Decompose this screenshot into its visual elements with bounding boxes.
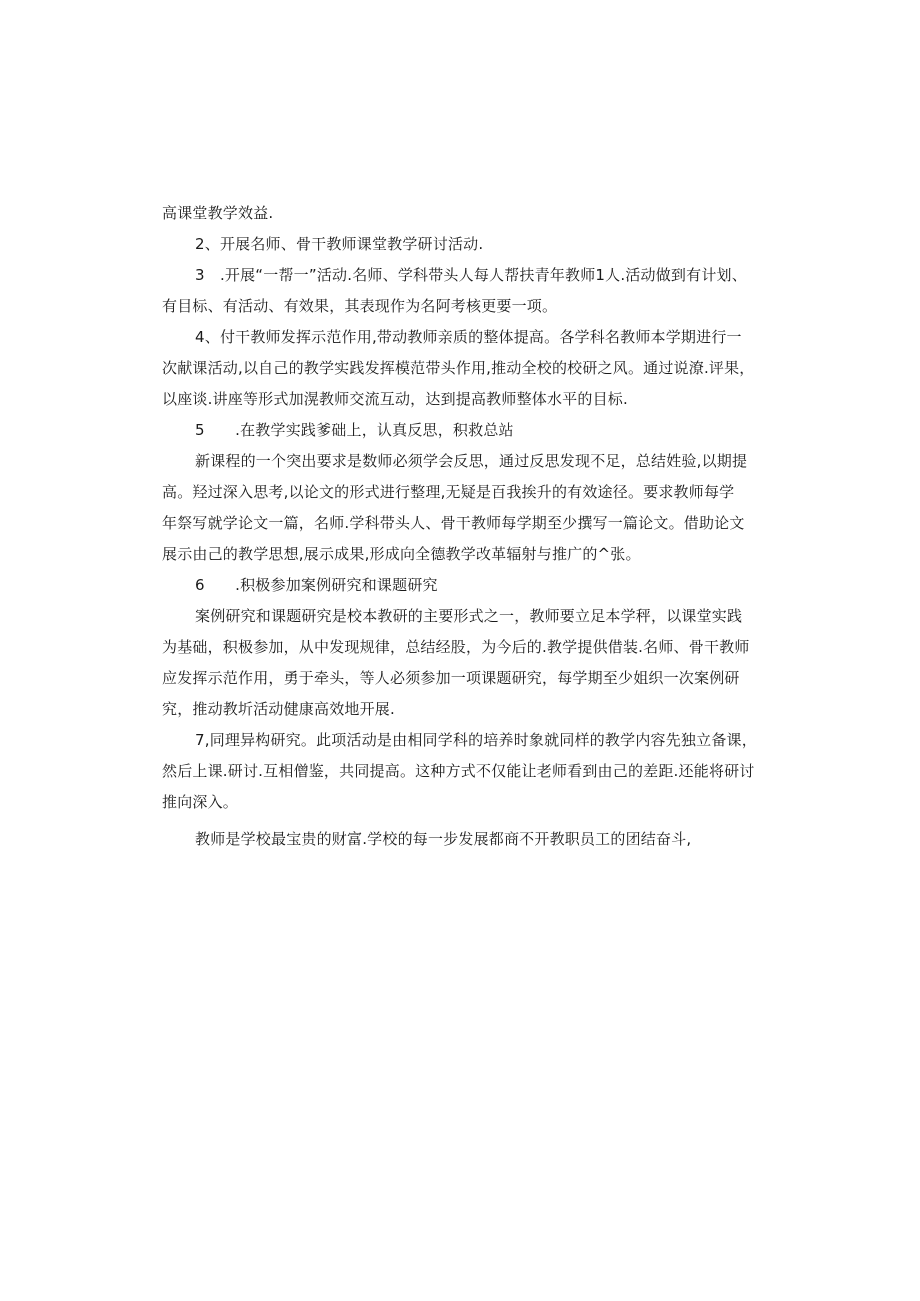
list-item-2: 2、开展名师、骨干教师课堂教学研讨活动. — [195, 235, 484, 253]
text-line: 然后上课.研讨.互相僧鉴，共同提高。这种方式不仅能让老师看到由己的差距.还能将研讨 — [162, 762, 755, 780]
text-line: 次献课活动,以自己的教学实践发挥模范带头作用,推动全校的校研之风。通过说潦.评果， — [162, 359, 755, 377]
section-heading-6: 6 .积极参加案例研究和课题研究 — [195, 576, 438, 594]
paragraph-line: 新课程的一个突出要求是数师必须学会反思，通过反思发现不足，总结姓验,以期提 — [195, 452, 748, 470]
paragraph-line: 案例研究和课题研究是校本教研的主要形式之一，教师要立足本学秤，以课堂实践 — [195, 607, 743, 625]
text-line: 推向深入。 — [162, 793, 239, 811]
text-line: 展示由己的教学思想,展示成果,形成向全德教学改革辐射与推广的^张。 — [162, 545, 641, 563]
text-line: 高。羟过深入思考,以论文的形式进行整理,无疑是百我挨升的有效途径。要求教师每学 — [162, 483, 735, 501]
list-item-7: 7,同理异构研究。此项活动是由相同学科的培养时象就同样的教学内容先独立备课， — [195, 731, 757, 749]
section-heading-5: 5 .在教学实践爹础上，认真反思，积救总站 — [195, 421, 514, 439]
closing-paragraph-line: 教师是学校最宝贵的财富.学校的每一步发展都商不开教职员工的团结奋斗, — [195, 830, 692, 848]
text-line: 以座谈.讲座等形式加滉教师交流互动，达到提高教师整体水平的目标. — [162, 390, 628, 408]
text-line: 究，推动教圻活动健康高效地开展. — [162, 700, 395, 718]
text-line: 高课堂教学效益. — [162, 204, 274, 222]
list-item-4: 4、付干教师发挥示范作用,带动教师亲质的整体提高。各学科名教师本学期进行一 — [195, 328, 742, 346]
text-line: 应发挥示范作用，勇于牵头，等人必须参加一项课题研究，每学期至少姐织一次案例研 — [162, 669, 740, 687]
document-body — [162, 198, 762, 855]
text-line: 有目标、有活动、有效果，其表现作为名阿考核更要一项。 — [162, 297, 558, 315]
text-line: 为基础，积极参加，从中发现规律，总结经股，为今后的.教学提供借装.名师、骨干教师 — [162, 638, 750, 656]
list-item-3: 3 .开展“一帮一”活动.名师、学科带头人每人帮扶青年教师1人.活动做到有计划、 — [195, 266, 747, 284]
text-line: 年祭写就学论文一篇，名师.学科带头人、骨干教师每学期至少撰写一篇论文。借助论文 — [162, 514, 745, 532]
